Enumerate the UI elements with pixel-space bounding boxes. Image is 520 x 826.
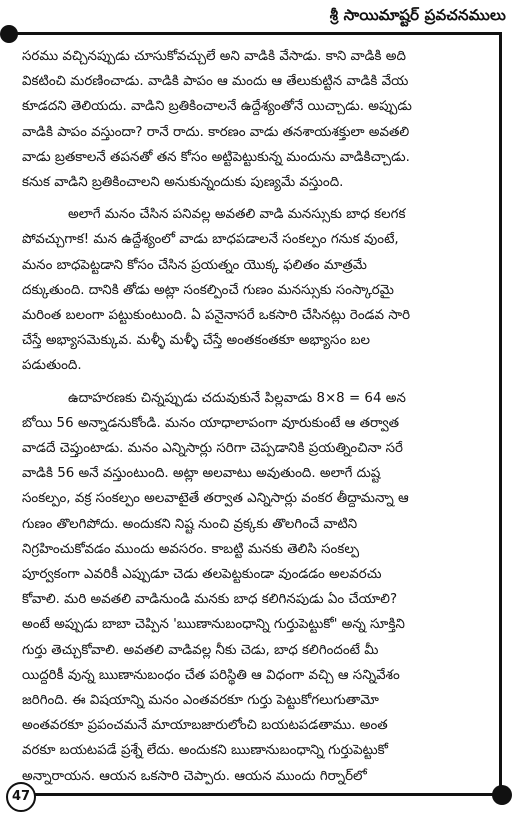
- text-line: వాడు బ్రతకాలనే తపనతో తన కోసం అట్టిపెట్టుకున్న మందును వాడికిచ్చాడు.: [22, 149, 410, 165]
- body-text: [22, 44, 484, 796]
- text-line: అంతవరకూ ప్రపంచమనే మాయాబజారులోంచి బయటపడతాము. అంత: [22, 718, 388, 734]
- paragraph: [22, 202, 484, 378]
- text-line: యిద్దరికీ వున్న ఋణానుబంధం చేత పరిస్థితి ఆ విధంగా వచ్చి ఆ సన్నివేశం: [22, 667, 400, 683]
- text-line: అంటే అప్పుడు బాబా చెప్పిన 'ఋణానుబంధాన్ని గుర్తుపెట్టుకో' అన్న సూక్తిని: [22, 617, 405, 633]
- text-line: సరము వచ్చినప్పుడు చూసుకోవచ్చులే అని వాడికి వేసాడు. కాని వాడికి అది: [22, 49, 406, 64]
- text-line: పడుతుంది.: [22, 358, 82, 374]
- paragraph: [22, 386, 484, 789]
- text-line: వాడికి పాపం వస్తుందా? రానే రాదు. కారణం వాడు తనశాయశక్తులా అవతలి: [22, 124, 410, 140]
- text-line: దక్కుతుంది. దానికి తోడు అట్లా సంకల్పించే గుణం మనస్సుకు సంస్కారమై: [22, 282, 394, 298]
- text-line: ఉదాహరణకు చిన్నప్పుడు చదువుకునే పిల్లవాడు 8×8 = 64 అన: [68, 390, 406, 406]
- text-line: నిగ్రహించుకోవడం ముందు అవసరం. కాబట్టి మనకు తెలిసి సంకల్ప: [22, 541, 360, 557]
- text-line: అన్నారాయన. ఆయన ఒకసారి చెప్పారు. ఆయన ముందు గిర్నార్‌లో: [22, 768, 367, 784]
- footer-rule: [20, 793, 502, 796]
- running-header: [0, 0, 520, 40]
- text-line: కనుక వాడిని బ్రతికించాలని అనుకున్నందుకు పుణ్యమే వస్తుంది.: [22, 175, 344, 191]
- paragraph: [22, 44, 484, 195]
- text-line: కూడదని తెలియదు. వాడిని బ్రతికించాలనే ఉద్దేశ్యంతోనే యిచ్చాడు. అప్పుడు: [22, 99, 412, 115]
- text-line: మరింత బలంగా పట్టుకుంటుంది. ఏ పనైనాసరే ఒకసారి చేసినట్లు రెండవ సారి: [22, 308, 411, 324]
- right-margin-rule: [499, 33, 502, 793]
- footer-bullet-ornament: [492, 785, 512, 805]
- text-line: వాడికి 56 అనే వస్తుంటుంది. అట్లా అలవాటు అవుతుంది. అలాగే దుష్ట: [22, 466, 381, 482]
- header-title: శ్రీ సాయిమాష్టర్ ప్రవచనములు: [329, 6, 506, 24]
- text-line: పూర్వకంగా ఎవరికీ ఎప్పుడూ చెడు తలపెట్టకుండా వుండడం అలవరచు: [22, 567, 382, 583]
- text-line: బోయి 56 అన్నాడనుకోండి. మనం యాధాలాపంగా వూరుకుంటే ఆ తర్వాత: [22, 415, 400, 431]
- text-line: గుణం తొలగిపోదు. అందుకని నిష్ట నుంచి వ్రక్కకు తొలగించే వాటిని: [22, 516, 358, 532]
- text-line: చేస్తే అభ్యాసమెక్కువ. మళ్ళీ మళ్ళీ చేస్తే అంతకంతకూ అభ్యాసం బల: [22, 333, 371, 349]
- text-line: మనం బాధపెట్టడాని కోసం చేసిన ప్రయత్నం యొక్క ఫలితం మాత్రమే: [22, 257, 367, 273]
- text-line: వాడదే చెప్తుంటాడు. మనం ఎన్నిసార్లు సరిగా చెప్పడానికి ప్రయత్నించినా సరే: [22, 441, 403, 457]
- text-line: పోవచ్చుగాక! మన ఉద్దేశ్యంలో వాడు బాధపడాలనే సంకల్పం గనుక వుంటే,: [22, 232, 399, 248]
- text-line: జరిగింది. ఈ విషయాన్ని మనం ఎంతవరకూ గుర్తు పెట్టుకోగలుగుతామో: [22, 693, 379, 709]
- header-rule: [6, 32, 502, 35]
- text-line: అలాగే మనం చేసిన పనివల్ల అవతలి వాడి మనస్సుకు బాధ కలగక: [68, 207, 406, 223]
- text-line: వికటించి మరణించాడు. వాడికి పాపం ఆ మందు ఆ తేలుకుట్టిన వాడికి వేయ: [22, 74, 409, 90]
- text-line: వరకూ బయటపడే ప్రశ్నే లేదు. అందుకని ఋణానుబంధాన్ని గుర్తుపెట్టుకో: [22, 743, 388, 759]
- text-line: కోవాలి. మరి అవతలి వాడినుండి మనకు బాధ కలిగినపుడు ఏం చేయాలి?: [22, 592, 398, 608]
- page-number: 47: [6, 782, 36, 812]
- text-line: సంకల్పం, వక్ర సంకల్పం అలవాటైతే తర్వాత ఎన్నిసార్లు వంకర తీద్దామన్నా ఆ: [22, 491, 409, 507]
- text-line: గుర్తు తెచ్చుకోవాలి. అవతలి వాడివల్ల నీకు చెడు, బాధ కలిగిందంటే మీ: [22, 642, 379, 658]
